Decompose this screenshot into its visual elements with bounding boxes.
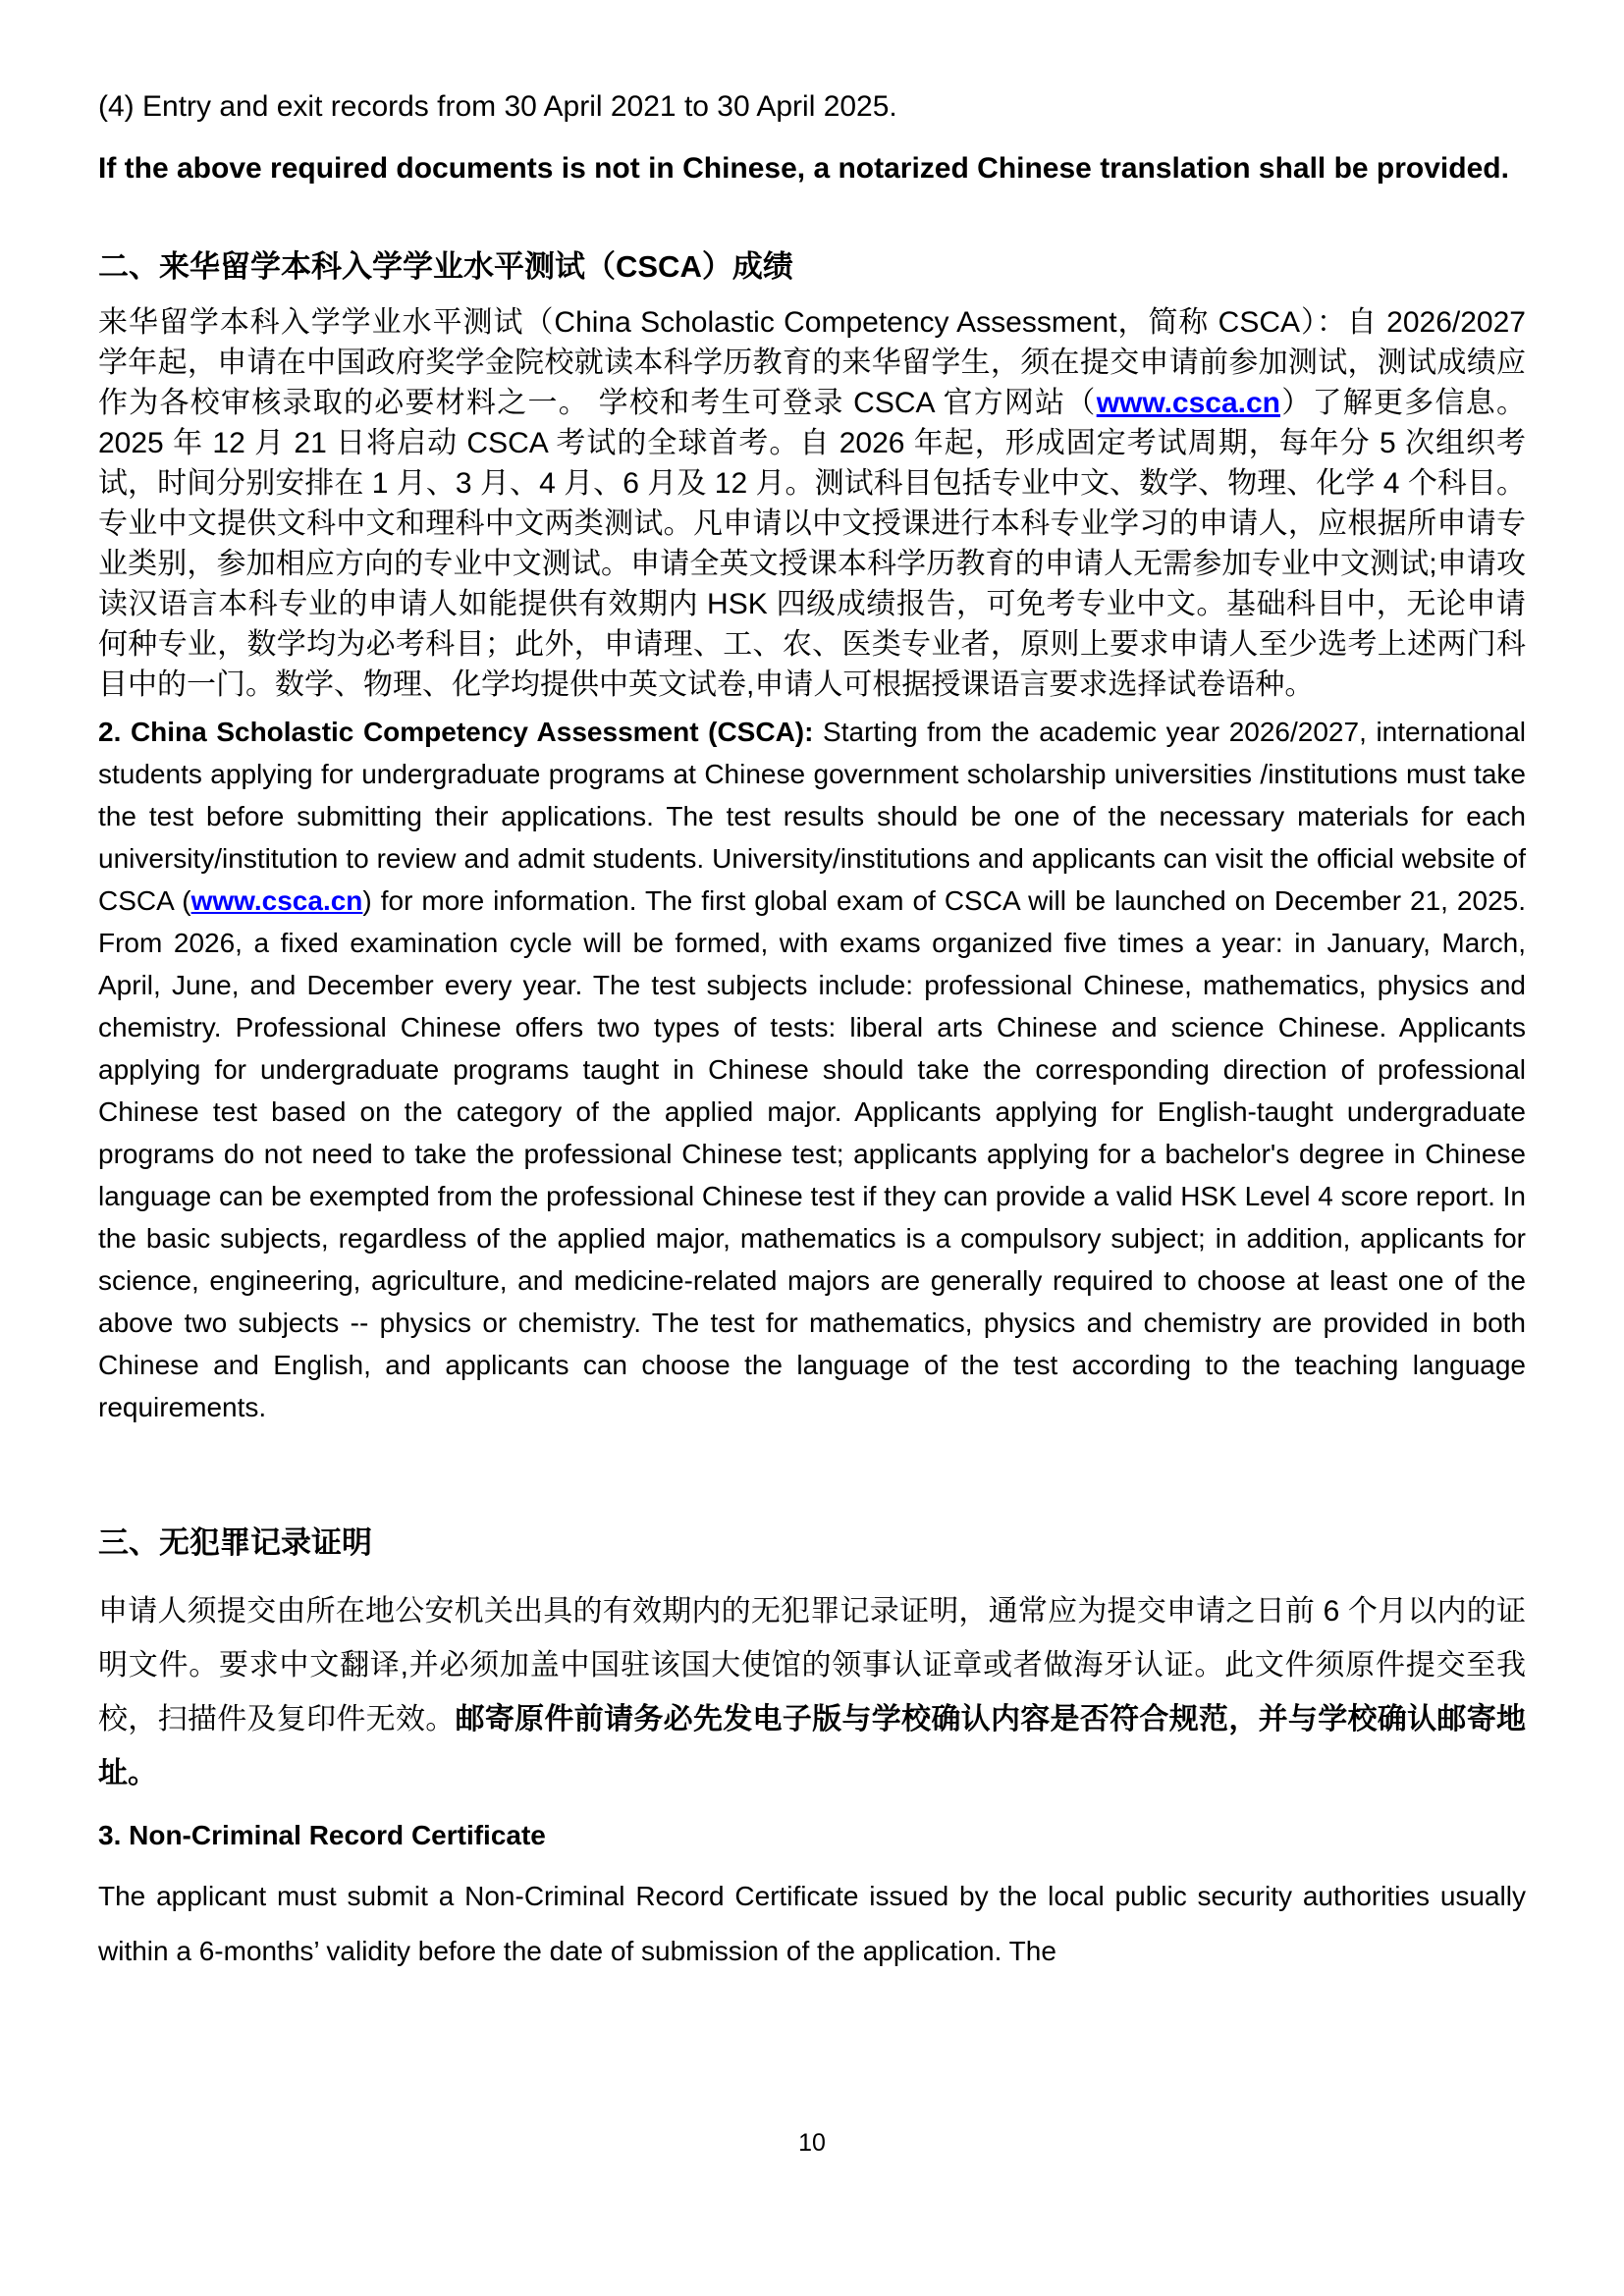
text-segment: 申请人须提交由所在地公安机关出具的有效期内的无犯罪记录证明，通常应为提交申请之日前 6 个月以内的证明文件。要求中文翻译,并必须加盖中国驻该国大使馆的领事认证章或者做海牙认证。此文件须原件提交至我校，扫描件及复印件无效。 [98,1595,1526,1735]
section2-english-paragraph [98,711,1526,1428]
text-segment: Starting from the academic year 2026/2027, international students applying for undergraduate programs at Chinese government scholarship universities /institutions must take the test before submitting their applications. The test results should be one of the necessary materials for each university/institution to review and admit students. University/institutions and applicants can visit the official website of CSCA ( [98,717,1526,916]
section2-chinese-paragraph [98,302,1526,705]
section3-heading: 三、无犯罪记录证明 [98,1525,372,1560]
text-segment: ) for more information. The first global exam of CSCA will be launched on December 21, 2025. From 2026, a fixed examination cycle will be formed, with exams organized five times a year: in January, March, April, June, and December every year. The test subjects include: professional Chinese, mathematics, physics and chemistry. Professional Chinese offers two types of tests: liberal arts Chinese and science Chinese. Applicants applying for undergraduate programs taught in Chinese should take the corresponding direction of professional Chinese test based on the category of the applied major. Applicants applying for English-taught undergraduate programs do not need to take the professional Chinese test; applicants applying for a bachelor's degree in Chinese language can be exempted from the professional Chinese test if they can provide a valid HSK Level 4 score report. In the basic subjects, regardless of the applied major, mathematics is a compulsory subject; in addition, applicants for science, engineering, agriculture, and medicine-related majors are generally required to choose at least one of the above two subjects -- physics or chemistry. The test for mathematics, physics and chemistry are provided in both Chinese and English, and applicants can choose the language of the test according to the teaching language requirements. [98,885,1527,1422]
page-number: 10 [798,2129,826,2157]
section3-english-subheading: 3. Non-Criminal Record Certificate [98,1820,546,1850]
csca-website-link[interactable]: www.csca.cn [1096,387,1280,419]
section3-chinese-paragraph [98,1584,1526,1800]
bold-text-segment: 2. China Scholastic Competency Assessment (CSCA): [98,717,814,747]
text-segment: ）了解更多信息。2025 年 12 月 21 日将启动 CSCA 考试的全球首考。自 2026 年起，形成固定考试周期，每年分 5 次组织考试，时间分别安排在 1 月、3 月、4 月、6 月及 12 月。测试科目包括专业中文、数学、物理、化学 4 个科目。专业中文提供文科中文和理科中文两类测试。凡申请以中文授课进行本科专业学习的申请人，应根据所申请专业类别，参加相应方向的专业中文测试。申请全英文授课本科学历教育的申请人无需参加专业中文测试;申请攻读汉语言本科专业的申请人如能提供有效期内 HSK 四级成绩报告，可免考专业中文。基础科目中，无论申请何种专业，数学均为必考科目；此外，申请理、工、农、医类专业者，原则上要求申请人至少选考上述两门科目中的一门。数学、物理、化学均提供中英文试卷,申请人可根据授课语言要求选择试卷语种。 [98,387,1526,701]
section2-heading: 二、来华留学本科入学学业水平测试（CSCA）成绩 [98,249,793,284]
translation-notice: If the above required documents is not in Chinese, a notarized Chinese translation shall be provided. [98,152,1509,185]
text-segment: The applicant must submit a Non-Criminal Record Certificate issued by the local public security authorities usually within a 6-months’ validity before the date of submission of the application. The [98,1881,1526,1966]
text-segment: 来华留学本科入学学业水平测试（China Scholastic Competency Assessment，简称 CSCA）：自 2026/2027 学年起，申请在中国政府奖学金院校就读本科学历教育的来华留学生，须在提交申请前参加测试，测试成绩应作为各校审核录取的必要材料之一。 学校和考生可登录 CSCA 官方网站（ [98,306,1526,419]
bold-text-segment: 邮寄原件前请务必先发电子版与学校确认内容是否符合规范，并与学校确认邮寄地址。 [98,1703,1527,1789]
section3-english-paragraph [98,1869,1526,1979]
entry-exit-records-line: (4) Entry and exit records from 30 April 2021 to 30 April 2025. [98,90,897,123]
csca-website-link[interactable]: www.csca.cn [190,885,363,916]
